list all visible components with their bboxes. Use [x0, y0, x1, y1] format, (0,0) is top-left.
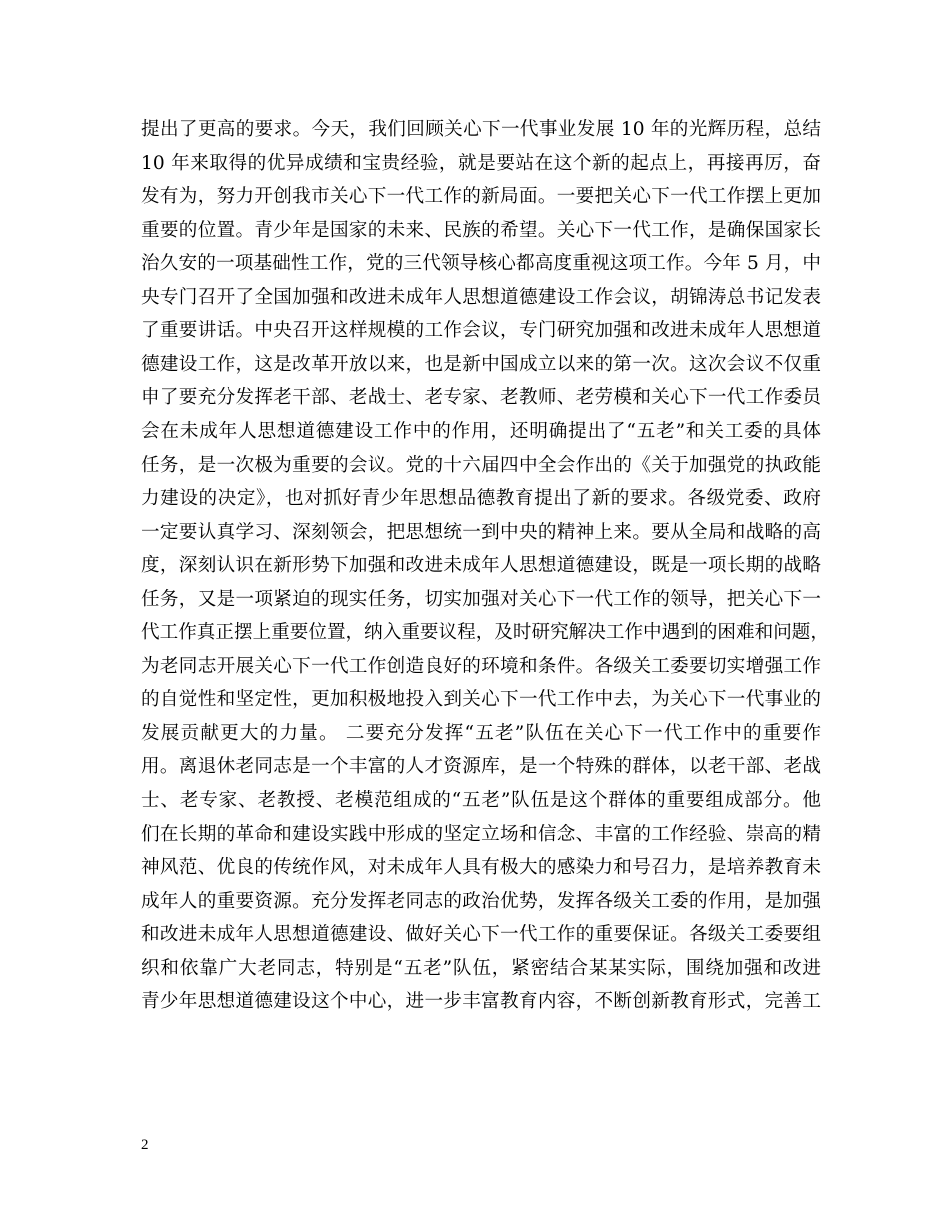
- text-line: 的自觉性和坚定性，更加积极地投入到关心下一代工作中去，为关心下一代事业的: [141, 689, 821, 711]
- text-line: 织和依靠广大老同志，特别是“五老”队伍，紧密结合某某实际，围绕加强和改进: [141, 957, 821, 979]
- text-line: 力建设的决定》，也对抓好青少年思想品德教育提出了新的要求。各级党委、政府: [141, 488, 821, 510]
- text-line: 代工作真正摆上重要位置，纳入重要议程，及时研究解决工作中遇到的困难和问题，: [141, 622, 829, 644]
- text-line: 申了要充分发挥老干部、老战士、老专家、老教师、老劳模和关心下一代工作委员: [141, 387, 821, 409]
- text-line: 青少年思想道德建设这个中心，进一步丰富教育内容，不断创新教育形式，完善工: [141, 991, 821, 1013]
- text-line: 神风范、优良的传统作风，对未成年人具有极大的感染力和号召力，是培养教育未: [141, 857, 821, 879]
- text-line: 成年人的重要资源。充分发挥老同志的政治优势，发挥各级关工委的作用，是加强: [141, 890, 821, 912]
- page-number: 2: [141, 1137, 149, 1153]
- text-line: 10 年来取得的优异成绩和宝贵经验，就是要站在这个新的起点上，再接再厉，奋: [141, 152, 821, 174]
- text-line: 度，深刻认识在新形势下加强和改进未成年人思想道德建设，既是一项长期的战略: [141, 555, 821, 577]
- text-line: 提出了更高的要求。今天，我们回顾关心下一代事业发展 10 年的光辉历程，总结: [141, 119, 821, 140]
- text-line: 会在未成年人思想道德建设工作中的作用，还明确提出了“五老”和关工委的具体: [141, 420, 821, 442]
- text-line: 发有为，努力开创我市关心下一代工作的新局面。一要把关心下一代工作摆上更加: [141, 186, 821, 208]
- text-line: 任务，又是一项紧迫的现实任务，切实加强对关心下一代工作的领导，把关心下一: [141, 588, 821, 610]
- text-line: 用。离退休老同志是一个丰富的人才资源库，是一个特殊的群体，以老干部、老战: [141, 756, 821, 778]
- text-line: 重要的位置。青少年是国家的未来、民族的希望。关心下一代工作，是确保国家长: [141, 219, 821, 241]
- text-line: 一定要认真学习、深刻领会，把思想统一到中央的精神上来。要从全局和战略的高: [141, 521, 821, 543]
- text-line: 了重要讲话。中央召开这样规模的工作会议，专门研究加强和改进未成年人思想道: [141, 320, 821, 342]
- text-line: 们在长期的革命和建设实践中形成的坚定立场和信念、丰富的工作经验、崇高的精: [141, 823, 821, 845]
- text-line: 治久安的一项基础性工作，党的三代领导核心都高度重视这项工作。今年 5 月，中: [141, 253, 821, 275]
- text-line: 德建设工作，这是改革开放以来，也是新中国成立以来的第一次。这次会议不仅重: [141, 353, 821, 375]
- text-line: 任务，是一次极为重要的会议。党的十六届四中全会作出的《关于加强党的执政能: [141, 454, 821, 476]
- text-line: 为老同志开展关心下一代工作创造良好的环境和条件。各级关工委要切实增强工作: [141, 655, 821, 677]
- text-line: 发展贡献更大的力量。 二要充分发挥“五老”队伍在关心下一代工作中的重要作: [141, 722, 821, 744]
- text-line: 和改进未成年人思想道德建设、做好关心下一代工作的重要保证。各级关工委要组: [141, 924, 821, 946]
- text-line: 士、老专家、老教授、老模范组成的“五老”队伍是这个群体的重要组成部分。他: [141, 790, 821, 811]
- text-line: 央专门召开了全国加强和改进未成年人思想道德建设工作会议，胡锦涛总书记发表: [141, 286, 821, 308]
